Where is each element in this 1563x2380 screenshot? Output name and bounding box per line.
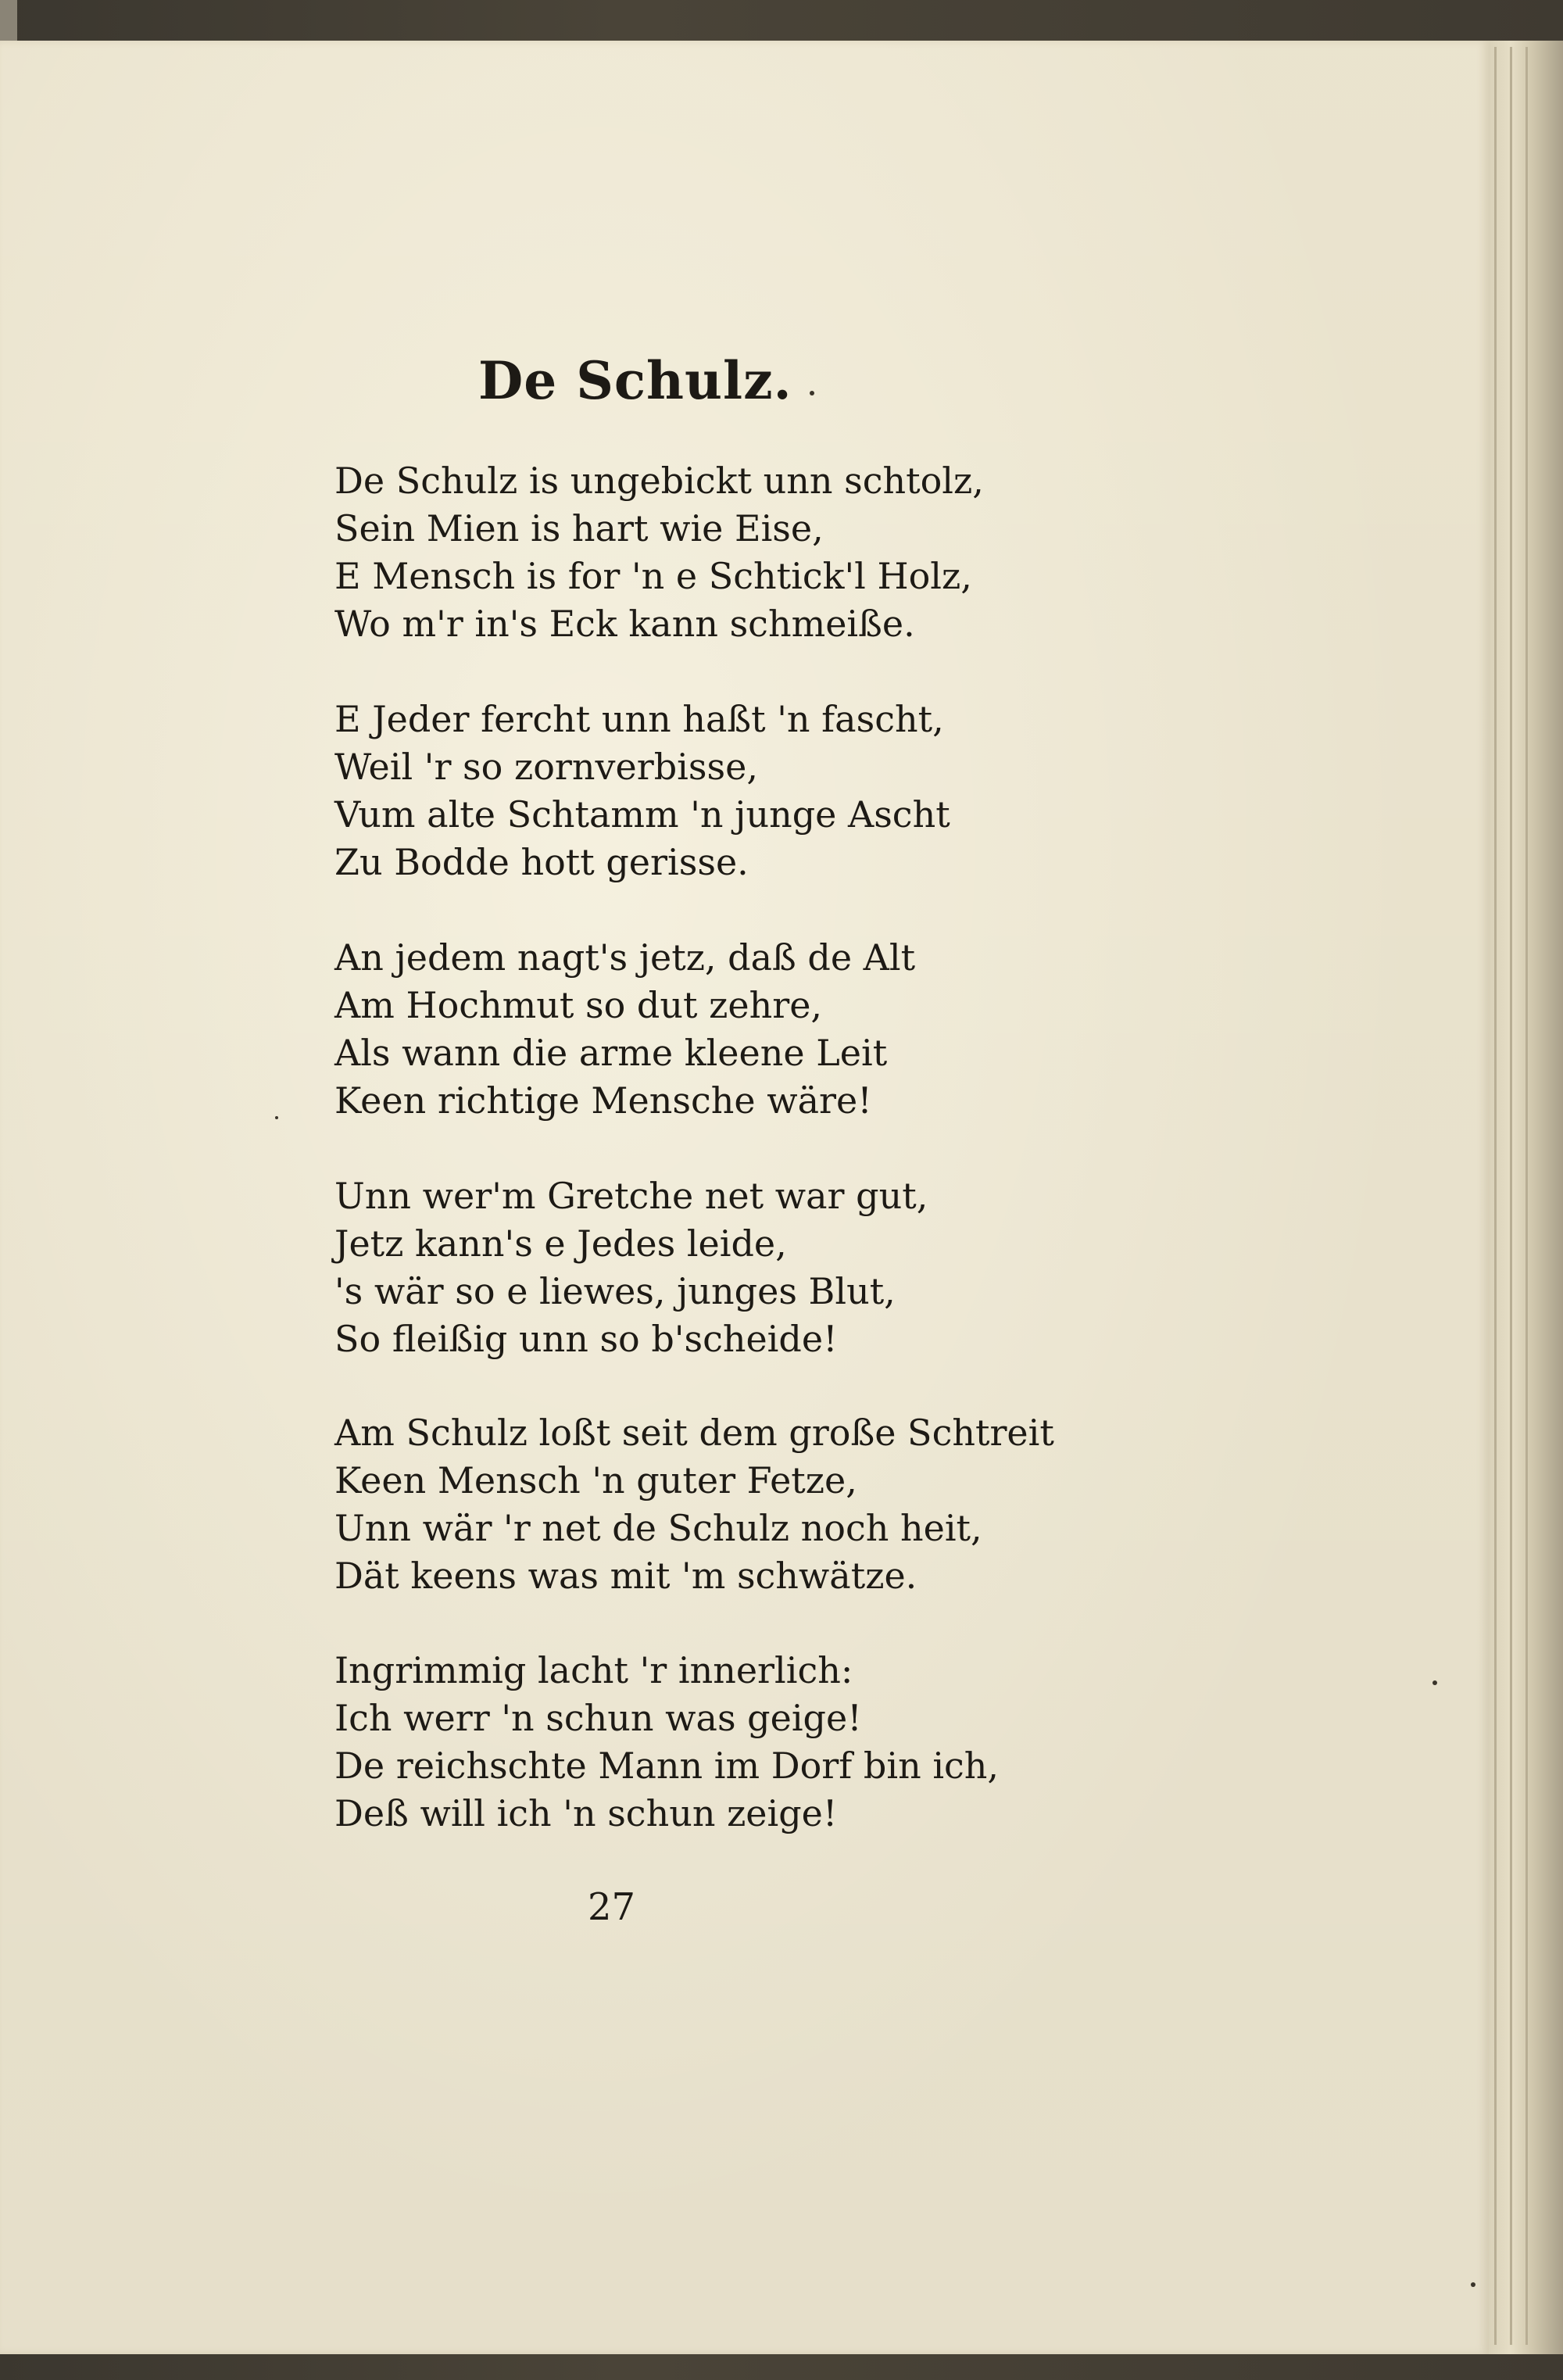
poem-line: Als wann die arme kleene Leit: [334, 1032, 888, 1074]
poem-line: Ingrimmig lacht 'r innerlich:: [334, 1649, 853, 1691]
poem-title: De Schulz.: [478, 350, 792, 411]
stanza-3: [334, 934, 1116, 1125]
poem-line: De Schulz is ungebickt unn schtolz,: [334, 460, 984, 502]
paper-speck: [810, 391, 814, 395]
poem-line: Weil 'r so zornverbisse,: [334, 746, 758, 788]
poem-line: Dät keens was mit 'm schwätze.: [334, 1555, 917, 1597]
page-edge-line: [1525, 47, 1528, 2345]
poem-line: Keen richtige Mensche wäre!: [334, 1079, 872, 1122]
page-edge-line: [1510, 47, 1512, 2345]
paper-speck: [1432, 1680, 1437, 1685]
paper-speck: [1471, 2282, 1475, 2287]
paper-speck: [275, 1116, 278, 1119]
scan-edge-strip: [0, 0, 17, 41]
page-number: 27: [588, 1885, 636, 1929]
poem-line: E Jeder fercht unn haßt 'n fascht,: [334, 698, 944, 740]
poem-line: Unn wer'm Gretche net war gut,: [334, 1175, 928, 1217]
poem-line: An jedem nagt's jetz, daß de Alt: [334, 936, 916, 979]
poem-line: De reichschte Mann im Dorf bin ich,: [334, 1745, 1000, 1787]
poem-line: Keen Mensch 'n guter Fetze,: [334, 1459, 857, 1501]
poem-line: Jetz kann's e Jedes leide,: [334, 1222, 787, 1265]
poem-line: Am Hochmut so dut zehre,: [334, 984, 823, 1026]
poem-line: Ich werr 'n schun was geige!: [334, 1697, 862, 1739]
poem-line: So fleißig unn so b'scheide!: [334, 1318, 838, 1360]
poem-line: Sein Mien is hart wie Eise,: [334, 507, 824, 549]
stanza-6: [334, 1647, 1116, 1838]
stanza-5: [334, 1409, 1116, 1600]
poem-line: E Mensch is for 'n e Schtick'l Holz,: [334, 555, 972, 597]
poem-line: Deß will ich 'n schun zeige!: [334, 1792, 838, 1834]
page-edge-line: [1494, 47, 1497, 2345]
poem-line: Vum alte Schtamm 'n junge Ascht: [334, 793, 950, 836]
poem-line: Unn wär 'r net de Schulz noch heit,: [334, 1507, 982, 1549]
poem-line: Am Schulz loßt seit dem große Schtreit: [334, 1412, 1054, 1454]
poem-line: 's wär so e liewes, junges Blut,: [334, 1270, 896, 1312]
stanza-1: [334, 457, 1116, 648]
stanza-4: [334, 1172, 1116, 1363]
stanza-2: [334, 696, 1116, 886]
poem-line: Zu Bodde hott gerisse.: [334, 841, 749, 883]
poem-line: Wo m'r in's Eck kann schmeiße.: [334, 603, 915, 645]
